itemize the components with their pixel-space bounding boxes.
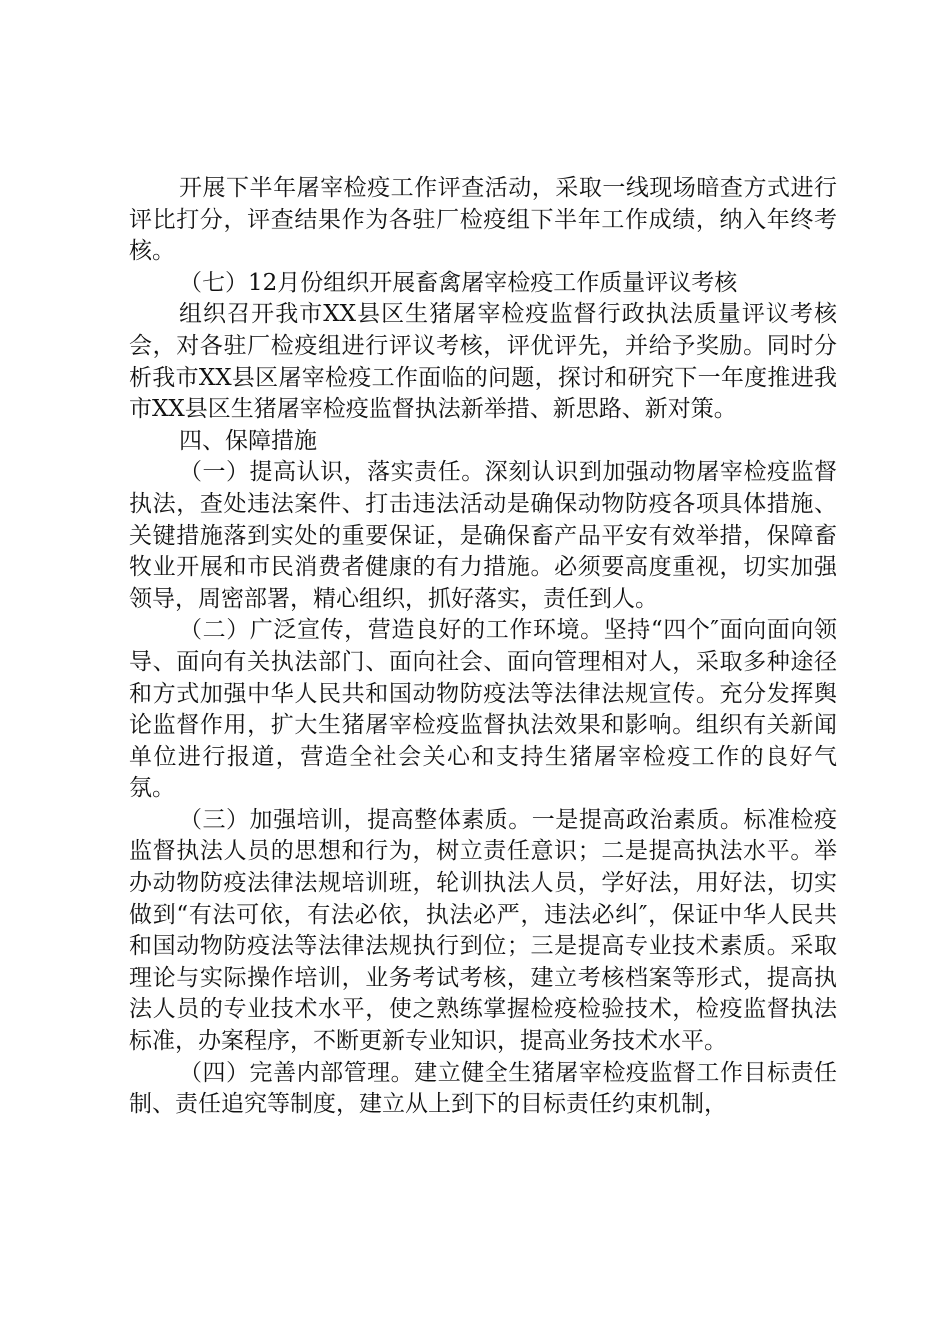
paragraph-inspection-review: 开展下半年屠宰检疫工作评查活动，采取一线现场暗查方式进行评比打分，评查结果作为各驻厂检疫组下半年工作成绩，纳入年终考核。 — [129, 175, 837, 265]
paragraph-measure-two: （二）广泛宣传，营造良好的工作环境。坚持“四个″面向面向领导、面向有关执法部门、面向社会、面向管理相对人，采取多种途径和方式加强中华人民共和国动物防疫法等法律法规宣传。充分发挥舆论监督作用，扩大生猪屠宰检疫监督执法效果和影响。组织有关新闻单位进行报道，营造全社会关心和支持生猪屠宰检疫工作的良好气氛。 — [129, 617, 837, 802]
heading-section-seven: （七）12月份组织开展畜禽屠宰检疫工作质量评议考核 — [179, 269, 738, 296]
heading-safeguard-measures: 四、保障措施 — [179, 427, 317, 454]
document-body — [129, 173, 837, 1121]
paragraph-measure-one: （一）提高认识，落实责任。深刻认识到加强动物屠宰检疫监督执法，查处违法案件、打击违法活动是确保动物防疫各项具体措施、关键措施落到实处的重要保证，是确保畜产品平安有效举措，保障畜牧业开展和市民消费者健康的有力措施。必须要高度重视，切实加强领导，周密部署，精心组织，抓好落实，责任到人。 — [129, 459, 837, 612]
paragraph-measure-three: （三）加强培训，提高整体素质。一是提高政治素质。标准检疫监督执法人员的思想和行为，树立责任意识；二是提高执法水平。举办动物防疫法律法规培训班，轮训执法人员，学好法，用好法，切实做到“有法可依，有法必依，执法必严，违法必纠″，保证中华人民共和国动物防疫法等法律法规执行到位；三是提高专业技术素质。采取理论与实际操作培训，业务考试考核，建立考核档案等形式，提高执法人员的专业技术水平，使之熟练掌握检疫检验技术，检疫监督执法标准，办案程序，不断更新专业知识，提高业务技术水平。 — [129, 806, 837, 1055]
paragraph-review-meeting: 组织召开我市XX县区生猪屠宰检疫监督行政执法质量评议考核会，对各驻厂检疫组进行评议考核，评优评先，并给予奖励。同时分析我市XX县区屠宰检疫工作面临的问题，探讨和研究下一年度推进我市XX县区生猪屠宰检疫监督执法新举措、新思路、新对策。 — [129, 301, 837, 423]
paragraph-measure-four: （四）完善内部管理。建立健全生猪屠宰检疫监督工作目标责任制、责任追究等制度，建立从上到下的目标责任约束机制， — [129, 1059, 837, 1118]
